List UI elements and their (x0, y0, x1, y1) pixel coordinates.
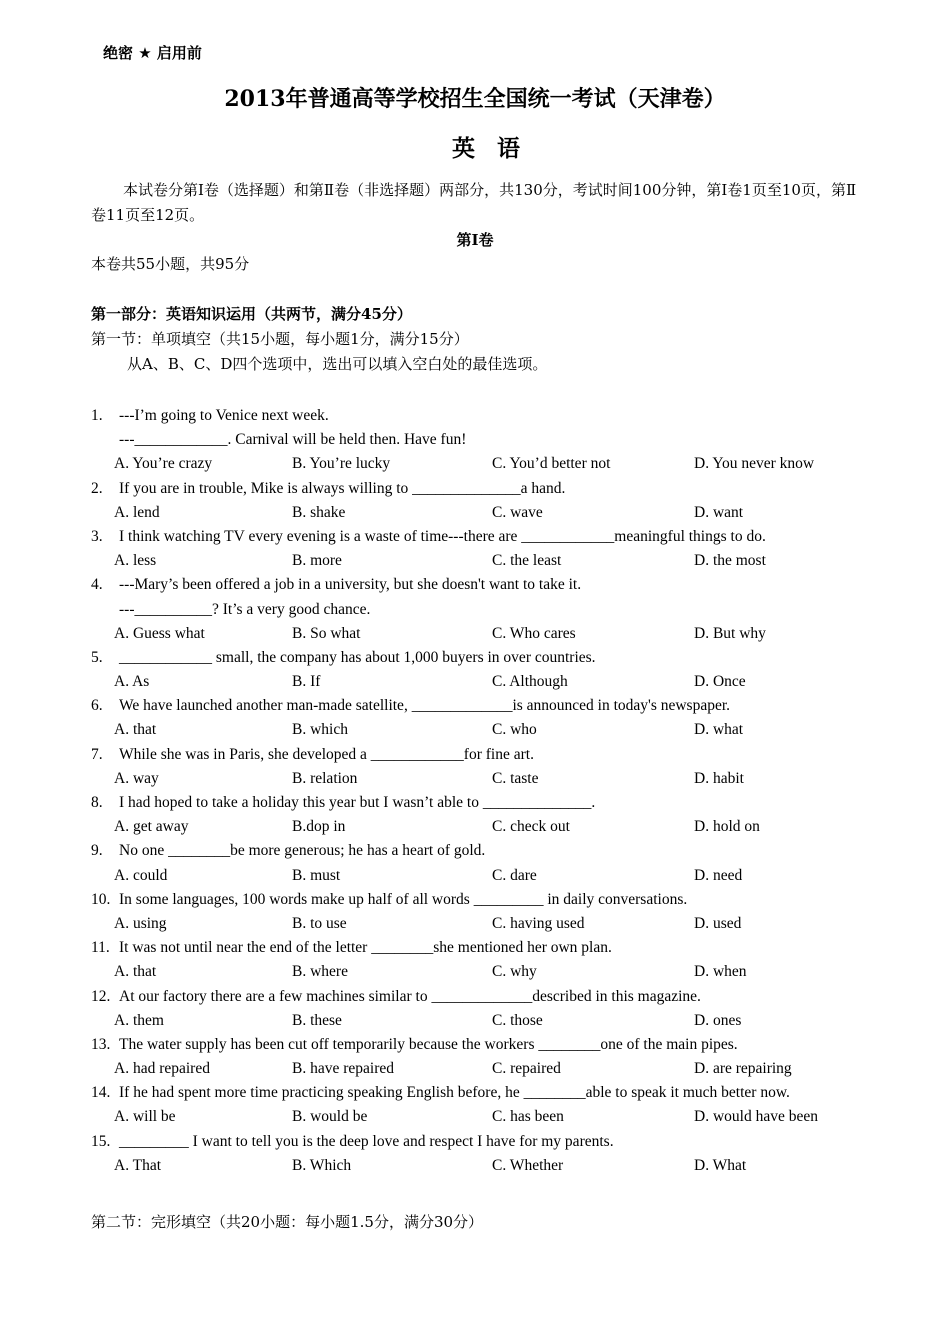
option-row (91, 501, 881, 525)
question-text: If you are in trouble, Mike is always willing to ______________a hand. (119, 479, 566, 497)
option-a[interactable]: A. that (114, 963, 157, 981)
option-a[interactable]: A. way (114, 769, 159, 787)
part1-title: 第一部分：英语知识运用（共两节，满分45分） (91, 305, 412, 323)
option-d[interactable]: D. But why (694, 624, 766, 642)
option-a[interactable]: A. Guess what (114, 624, 205, 642)
option-d[interactable]: D. Once (694, 673, 746, 691)
option-b[interactable]: B. Which (292, 1156, 352, 1174)
option-c[interactable]: C. repaired (492, 1060, 561, 1078)
question-line (91, 1081, 881, 1105)
option-b[interactable]: B. would be (292, 1108, 368, 1126)
section2-title: 第二节：完形填空（共20小题：每小题1.5分，满分30分） (91, 1213, 484, 1231)
question-item (91, 646, 881, 694)
question-item (91, 1081, 881, 1129)
option-c[interactable]: C. Although (492, 673, 568, 691)
question-text: In some languages, 100 words make up half of all words _________ in daily conversations. (119, 890, 688, 908)
section1-title: 第一节：单项填空（共15小题，每小题1分，满分15分） (91, 330, 469, 348)
option-b[interactable]: B. must (292, 866, 341, 884)
question-line (91, 428, 881, 452)
option-c[interactable]: C. wave (492, 503, 543, 521)
question-number: 10. (91, 890, 111, 908)
question-text: No one ________be more generous; he has a heart of gold. (119, 842, 486, 860)
option-a[interactable]: A. had repaired (114, 1060, 210, 1078)
option-b[interactable]: B. have repaired (292, 1060, 394, 1078)
subject-title: 英语 (452, 135, 542, 162)
confidential-label: 绝密 ★ 启用前 (103, 44, 202, 62)
option-c[interactable]: C. dare (492, 866, 537, 884)
question-item (91, 525, 881, 573)
option-a[interactable]: A. lend (114, 503, 160, 521)
option-c[interactable]: C. Who cares (492, 624, 576, 642)
option-c[interactable]: C. who (492, 721, 537, 739)
question-line (91, 743, 881, 767)
option-a[interactable]: A. that (114, 721, 157, 739)
question-line (91, 404, 881, 428)
option-row (91, 1009, 881, 1033)
option-row (91, 864, 881, 888)
question-text: _________ I want to tell you is the deep love and respect I have for my parents. (119, 1132, 614, 1150)
question-number: 5. (91, 648, 103, 666)
option-a[interactable]: A. get away (114, 818, 189, 836)
question-number: 7. (91, 745, 103, 763)
question-text: ---I’m going to Venice next week. (119, 407, 329, 424)
question-item (91, 743, 881, 791)
option-row (91, 767, 881, 791)
question-line (91, 985, 881, 1009)
option-b[interactable]: B. more (292, 552, 342, 570)
question-text: We have launched another man-made satellite, _____________is announced in today's newspaper. (119, 697, 731, 715)
question-text: At our factory there are a few machines similar to _____________described in this magazine. (119, 987, 701, 1005)
option-d[interactable]: D. habit (694, 769, 744, 787)
question-line (91, 936, 881, 960)
volume-title: 第Ⅰ卷 (456, 231, 494, 249)
option-row (91, 1154, 881, 1178)
option-d[interactable]: D. hold on (694, 818, 760, 836)
option-b[interactable]: B. shake (292, 503, 346, 521)
question-text: I think watching TV every evening is a waste of time---there are ____________meaningful things to do. (119, 527, 766, 545)
question-text: ---Mary’s been offered a job in a university, but she doesn't want to take it. (119, 576, 582, 594)
question-number: 6. (91, 697, 103, 715)
question-line (91, 573, 881, 597)
option-d[interactable]: D. what (694, 721, 744, 739)
question-line (91, 791, 881, 815)
option-d[interactable]: D. used (694, 914, 742, 932)
question-text: ____________ small, the company has about 1,000 buyers in over countries. (119, 648, 596, 666)
option-d[interactable]: D. What (694, 1156, 747, 1174)
section1-instruction: 从A、B、C、D四个选项中，选出可以填入空白处的最佳选项。 (127, 355, 548, 373)
question-number: 4. (91, 576, 103, 594)
option-b[interactable]: B. So what (292, 624, 361, 642)
option-b[interactable]: B. which (292, 721, 348, 739)
option-c[interactable]: C. Whether (492, 1156, 564, 1174)
question-text: It was not until near the end of the letter ________she mentioned her own plan. (119, 939, 612, 957)
option-d[interactable]: D. when (694, 963, 747, 981)
question-item (91, 791, 881, 839)
option-c[interactable]: C. has been (492, 1108, 564, 1126)
option-b[interactable]: B. You’re lucky (292, 455, 391, 473)
option-row (91, 912, 881, 936)
question-line (91, 646, 881, 670)
question-item (91, 985, 881, 1033)
option-d[interactable]: D. want (694, 503, 744, 521)
question-item (91, 1033, 881, 1081)
question-text: While she was in Paris, she developed a ____________for fine art. (119, 745, 534, 763)
option-row (91, 622, 881, 646)
question-number: 14. (91, 1084, 111, 1102)
option-b[interactable]: B. to use (292, 914, 347, 932)
question-number: 13. (91, 1035, 111, 1053)
option-a[interactable]: A. That (114, 1156, 162, 1174)
option-d[interactable]: D. would have been (694, 1108, 818, 1126)
question-line (91, 598, 881, 622)
option-a[interactable]: A. them (114, 1011, 164, 1029)
option-row (91, 1105, 881, 1129)
option-c[interactable]: C. check out (492, 818, 570, 836)
question-item (91, 936, 881, 984)
option-b[interactable]: B. relation (292, 769, 358, 787)
question-number: 11. (91, 939, 110, 957)
option-d[interactable]: D. ones (694, 1011, 742, 1029)
question-text: If he had spent more time practicing speaking English before, he ________able to speak it much better now. (119, 1084, 790, 1102)
option-row (91, 815, 881, 839)
option-b[interactable]: B. If (292, 673, 321, 691)
question-line (91, 477, 881, 501)
question-number: 2. (91, 479, 103, 497)
exam-intro: 本试卷分第Ⅰ卷（选择题）和第Ⅱ卷（非选择题）两部分，共130分，考试时间100分钟，第Ⅰ卷1页至10页，第Ⅱ卷11页至12页。 (91, 181, 857, 224)
question-line (91, 839, 881, 863)
option-row (91, 670, 881, 694)
question-number: 9. (91, 842, 103, 860)
option-d[interactable]: D. are repairing (694, 1060, 792, 1078)
option-row (91, 1057, 881, 1081)
question-line (91, 525, 881, 549)
option-row (91, 452, 881, 476)
option-a[interactable]: A. using (114, 914, 167, 932)
option-c[interactable]: C. why (492, 963, 537, 981)
question-number: 15. (91, 1132, 111, 1150)
question-number: 3. (91, 527, 103, 545)
question-line (91, 694, 881, 718)
option-b[interactable]: B. these (292, 1011, 342, 1029)
question-number: 8. (91, 794, 103, 811)
option-c[interactable]: C. the least (492, 552, 562, 570)
question-item (91, 573, 881, 646)
option-c[interactable]: C. You’d better not (492, 455, 611, 473)
question-item (91, 1130, 881, 1178)
option-d[interactable]: D. the most (694, 552, 766, 570)
question-item (91, 477, 881, 525)
question-line (91, 1033, 881, 1057)
option-a[interactable]: A. less (114, 552, 157, 570)
question-item (91, 839, 881, 887)
question-item (91, 694, 881, 742)
option-a[interactable]: A. could (114, 866, 168, 884)
question-text: I had hoped to take a holiday this year but I wasn’t able to ______________. (119, 794, 596, 811)
question-item (91, 888, 881, 936)
question-line (91, 1130, 881, 1154)
question-number: 1. (91, 407, 103, 424)
option-row (91, 960, 881, 984)
question-item (91, 404, 881, 477)
option-a[interactable]: A. You’re crazy (114, 455, 213, 473)
option-a[interactable]: A. As (114, 673, 150, 691)
option-d[interactable]: D. need (694, 866, 743, 884)
question-line (91, 888, 881, 912)
question-text: ---__________? It’s a very good chance. (119, 600, 371, 618)
question-number: 12. (91, 987, 111, 1005)
question-text: The water supply has been cut off temporarily because the workers ________one of the main pipes. (119, 1035, 738, 1053)
option-a[interactable]: A. will be (114, 1108, 176, 1126)
option-b[interactable]: B.dop in (292, 818, 346, 836)
option-row (91, 718, 881, 742)
option-c[interactable]: C. those (492, 1011, 543, 1029)
option-c[interactable]: C. having used (492, 914, 585, 932)
option-b[interactable]: B. where (292, 963, 348, 981)
question-list (91, 404, 881, 1178)
option-row (91, 549, 881, 573)
option-c[interactable]: C. taste (492, 769, 539, 787)
option-d[interactable]: D. You never know (694, 455, 815, 473)
exam-title: 2013年普通高等学校招生全国统一考试（天津卷） (224, 86, 726, 112)
question-text: ---____________. Carnival will be held then. Have fun! (119, 431, 467, 449)
volume-summary: 本卷共55小题，共95分 (91, 255, 250, 273)
